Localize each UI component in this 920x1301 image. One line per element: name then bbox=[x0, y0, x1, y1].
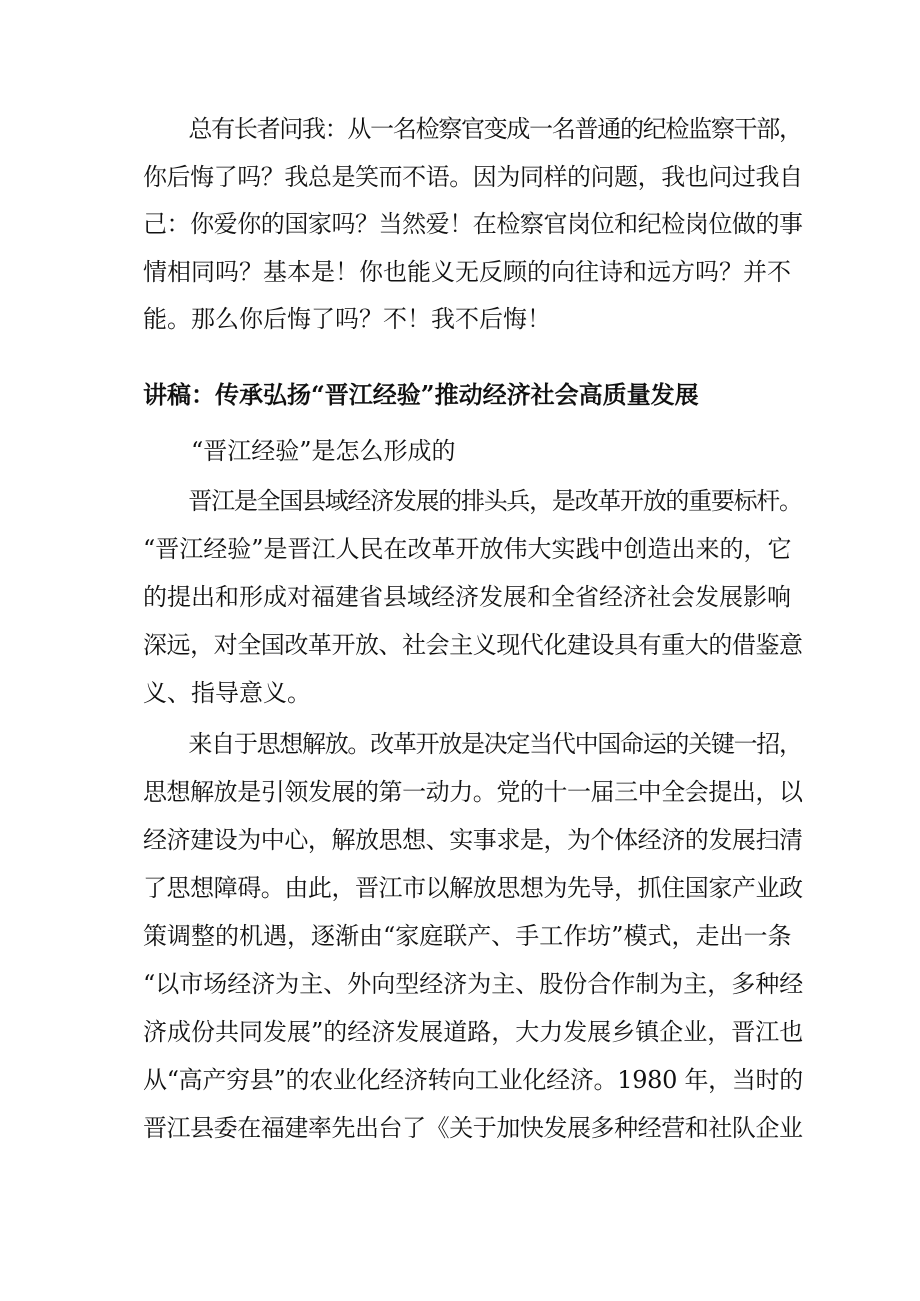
paragraph-3-line-3: 经济建设为中心，解放思想、实事求是，为个体经济的发展扫清 bbox=[143, 826, 803, 854]
paragraph-3-line-8: 从“高产穷县”的农业化经济转向工业化经济。1980 年，当时的 bbox=[143, 1066, 803, 1094]
paragraph-2-line-5: 义、指导意义。 bbox=[143, 679, 311, 707]
paragraph-3-line-2: 思想解放是引领发展的第一动力。党的十一届三中全会提出，以 bbox=[143, 778, 803, 806]
paragraph-2-line-3: 的提出和形成对福建省县域经济发展和全省经济社会发展影响 bbox=[143, 583, 791, 611]
paragraph-3-line-5: 策调整的机遇，逐渐由“家庭联产、手工作坊”模式，走出一条 bbox=[143, 922, 792, 950]
paragraph-3-line-1: 来自于思想解放。改革开放是决定当代中国命运的关键一招， bbox=[143, 730, 802, 758]
paragraph-1-line-2: 你后悔了吗？我总是笑而不语。因为同样的问题，我也问过我自 bbox=[143, 163, 803, 191]
paragraph-1-line-5: 能。那么你后悔了吗？不！我不后悔！ bbox=[143, 305, 551, 333]
paragraph-3-line-6: “以市场经济为主、外向型经济为主、股份合作制为主，多种经 bbox=[143, 970, 804, 998]
paragraph-3-line-9: 晋江县委在福建率先出台了《关于加快发展多种经营和社队企业 bbox=[143, 1114, 803, 1142]
paragraph-1-line-3: 己：你爱你的国家吗？当然爱！在检察官岗位和纪检岗位做的事 bbox=[143, 210, 803, 238]
paragraph-2-line-4: 深远，对全国改革开放、社会主义现代化建设具有重大的借鉴意 bbox=[143, 631, 803, 659]
paragraph-1-line-4: 情相同吗？基本是！你也能义无反顾的向往诗和远方吗？并不 bbox=[143, 258, 791, 286]
paragraph-1-line-1: 总有长者问我：从一名检察官变成一名普通的纪检监察干部， bbox=[143, 115, 802, 143]
section-heading: 讲稿：传承弘扬“晋江经验”推动经济社会高质量发展 bbox=[143, 380, 699, 409]
paragraph-2-line-2: “晋江经验”是晋江人民在改革开放伟大实践中创造出来的，它 bbox=[143, 535, 792, 563]
section-subheading: “晋江经验”是怎么形成的 bbox=[143, 437, 456, 465]
paragraph-3-line-4: 了思想障碍。由此，晋江市以解放思想为先导，抓住国家产业政 bbox=[143, 874, 803, 902]
paragraph-3-line-7: 济成份共同发展”的经济发展道路，大力发展乡镇企业，晋江也 bbox=[143, 1018, 804, 1046]
paragraph-2-line-1: 晋江是全国县域经济发展的排头兵，是改革开放的重要标杆。 bbox=[143, 487, 802, 515]
